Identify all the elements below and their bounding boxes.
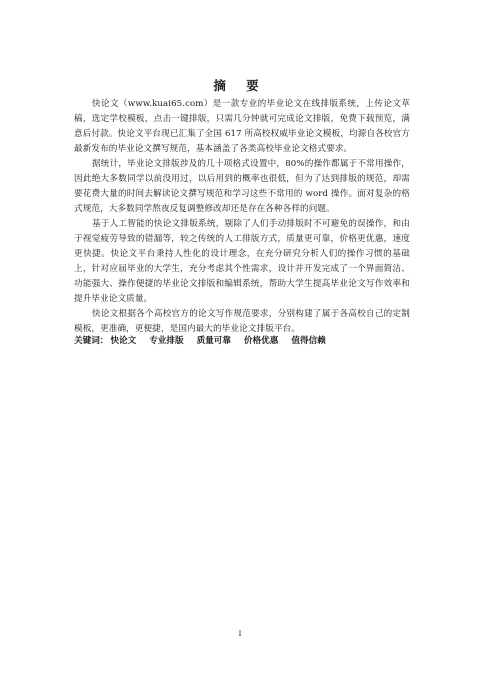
keyword-item: 值得信赖: [291, 336, 326, 346]
abstract-paragraph: 据统计，毕业论文排版涉及的几十项格式设置中，80%的操作都属于不常用操作，因此绝大多数同学以前没用过，以后用到的概率也很低，但为了达到排版的规范，却需要花费大量的时间去解读论文撰写规范和学习这些不常用的 word 操作。面对复杂的格式规范，大多数同学熬夜反复调整修改却还是存在各种各样的问题。: [74, 159, 410, 214]
abstract-paragraph: 快论文（www.kuai65.com）是一款专业的毕业论文在线排版系统，上传论文草稿，选定学校模板，点击一键排版，只需几分钟就可完成论文排版，免费下载预览，满意后付款。快论文平台现已汇集了全国 617 所高校权威毕业论文模板，均源自各校官方最新发布的毕业论文撰写规范，基本涵盖了各类高校毕业论文格式要求。: [74, 99, 410, 154]
keyword-item: 价格优惠: [243, 336, 279, 346]
keyword-item: 快论文: [110, 336, 137, 346]
keywords-line: [74, 334, 410, 348]
abstract-body: [74, 97, 410, 337]
abstract-paragraph: 快论文根据各个高校官方的论文写作规范要求，分别构建了属于各高校自己的定制模板，更准确，更便捷，是国内最大的毕业论文排版平台。: [74, 309, 410, 334]
keyword-item: 专业排版: [149, 336, 184, 346]
keyword-item: 质量可靠: [196, 336, 231, 346]
abstract-title: 摘 要: [213, 78, 267, 93]
page-number: I: [238, 630, 242, 638]
abstract-paragraph: 基于人工智能的快论文排版系统，剔除了人们手动排版时不可避免的误操作，和由于视觉疲劳导致的错漏等，较之传统的人工排版方式，质量更可靠，价格更优惠，速度更快捷。快论文平台秉持人性化的设计理念，在充分研究分析人们的操作习惯的基础上，针对应届毕业的大学生，充分考虑其个性需求，设计并开发完成了一个界面简洁、功能强大、操作便捷的毕业论文排版和编辑系统，帮助大学生提高毕业论文写作效率和提升毕业论文质量。: [74, 219, 410, 304]
keywords-label: 关键词：: [74, 336, 109, 346]
